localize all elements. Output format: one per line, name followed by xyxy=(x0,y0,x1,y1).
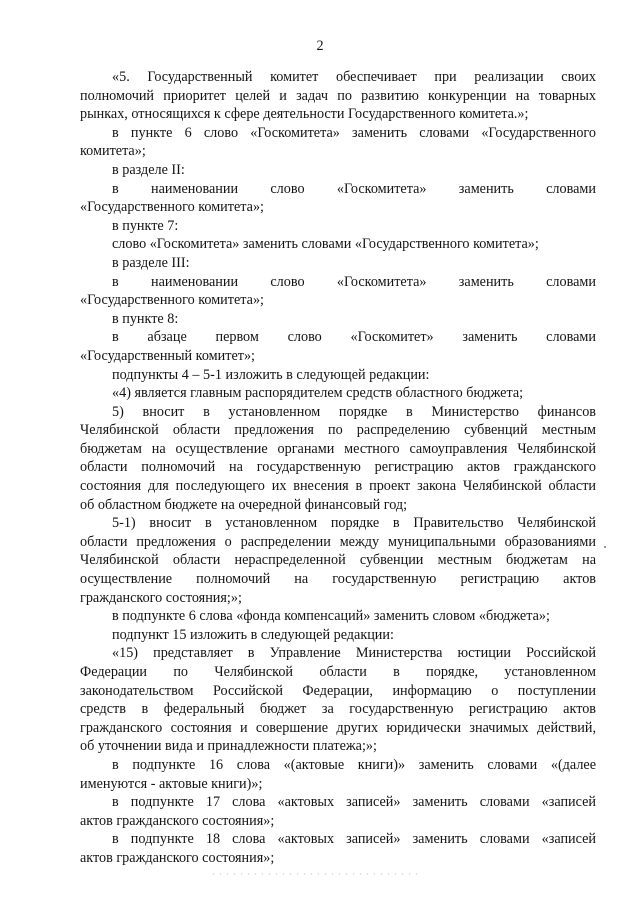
paragraph-line: «4) является главным распорядителем средств областного бюджета; xyxy=(112,385,524,402)
paragraph-line: подпункты 4 – 5-1 изложить в следующей редакции: xyxy=(112,366,430,383)
paragraph-line: в пункте 7: xyxy=(112,217,179,234)
paragraph xyxy=(80,198,596,217)
paragraph-line: в абзаце первом слово «Госкомитет» заменить словами xyxy=(112,329,596,346)
paragraph-line: гражданского состояния и совершение других юридически значимых действий, xyxy=(80,719,596,736)
paragraph xyxy=(80,347,596,366)
paragraph xyxy=(80,124,596,161)
scan-artifact-dot xyxy=(604,546,606,548)
paragraph xyxy=(80,68,596,124)
paragraph-line: подпункт 15 изложить в следующей редакции: xyxy=(112,626,394,643)
paragraph-line: области предложения о распределении между муниципальными образованиями xyxy=(80,533,596,550)
paragraph xyxy=(80,384,596,403)
paragraph-line: «Государственного комитета»; xyxy=(80,292,264,309)
paragraph-line: комитета»; xyxy=(80,143,146,160)
paragraph xyxy=(80,254,596,273)
paragraph xyxy=(80,291,596,310)
paragraph-line: «5. Государственный комитет обеспечивает при реализации своих xyxy=(112,69,596,85)
paragraph-line: слово «Госкомитета» заменить словами «Государственного комитета»; xyxy=(112,236,539,253)
paragraph-line: 5) вносит в установленном порядке в Министерство финансов xyxy=(112,403,596,420)
paragraph-line: гражданского состояния;»; xyxy=(80,589,242,606)
paragraph-line: области полномочий на государственную регистрацию актов гражданского xyxy=(80,459,596,476)
paragraph-line: «15) представляет в Управление Министерства юстиции Российской xyxy=(112,645,596,662)
scan-artifact-footer xyxy=(210,872,420,876)
paragraph-line: в наименовании слово «Госкомитета» заменить словами xyxy=(112,273,596,290)
paragraph xyxy=(80,626,596,645)
paragraph xyxy=(80,328,596,347)
paragraph-line: в пункте 6 слово «Госкомитета» заменить словами «Государственного xyxy=(112,124,596,141)
paragraph xyxy=(80,793,596,830)
paragraph-line: в подпункте 18 слова «актовых записей» заменить словами «записей xyxy=(112,831,596,848)
document-body xyxy=(80,68,596,868)
paragraph-line: осуществление полномочий на государственную регистрацию актов xyxy=(80,571,596,588)
paragraph-line: в пункте 8: xyxy=(112,310,179,327)
page-number: 2 xyxy=(316,38,324,54)
paragraph xyxy=(80,756,596,793)
paragraph-line: Челябинской области нераспределенной субвенции местным бюджетам на xyxy=(80,552,596,569)
paragraph-line: полномочий приоритет целей и задач по развитию конкуренции на товарных xyxy=(80,87,596,104)
paragraph-line: средств в федеральный бюджет за государственную регистрацию актов xyxy=(80,701,596,718)
paragraph xyxy=(80,217,596,236)
paragraph-line: актов гражданского состояния»; xyxy=(80,849,275,866)
paragraph xyxy=(80,514,596,607)
paragraph xyxy=(80,830,596,867)
paragraph-line: в подпункте 17 слова «актовых записей» заменить словами «записей xyxy=(112,794,596,811)
paragraph xyxy=(80,235,596,254)
paragraph-line: бюджетам на осуществление органами местного самоуправления Челябинской xyxy=(80,440,596,457)
paragraph-line: об областном бюджете на очередной финансовый год; xyxy=(80,496,408,513)
paragraph xyxy=(80,310,596,329)
paragraph-line: актов гражданского состояния»; xyxy=(80,812,275,829)
paragraph xyxy=(80,403,596,515)
paragraph-line: 5-1) вносит в установленном порядке в Правительство Челябинской xyxy=(112,515,596,532)
paragraph-line: в разделе III: xyxy=(112,254,190,271)
paragraph-line: состояния для последующего их внесения в проект закона Челябинской области xyxy=(80,478,596,495)
paragraph-line: об уточнении вида и принадлежности платежа;»; xyxy=(80,738,377,755)
paragraph xyxy=(80,644,596,756)
paragraph-line: законодательством Российской Федерации, информацию о поступлении xyxy=(80,682,596,699)
paragraph xyxy=(80,161,596,180)
paragraph-line: в подпункте 16 слова «(актовые книги)» заменить словами «(далее xyxy=(112,756,596,773)
paragraph-line: в разделе II: xyxy=(112,161,185,178)
paragraph-line: «Государственного комитета»; xyxy=(80,199,264,216)
paragraph-line: рынках, относящихся к сфере деятельности Государственного комитета.»; xyxy=(80,106,529,123)
paragraph-line: именуются - актовые книги)»; xyxy=(80,775,263,792)
paragraph xyxy=(80,180,596,199)
paragraph-line: в подпункте 6 слова «фонда компенсаций» заменить словом «бюджета»; xyxy=(112,608,550,625)
paragraph-line: Челябинской области предложения по распределению субвенций местным xyxy=(80,422,596,439)
paragraph-line: «Государственный комитет»; xyxy=(80,347,255,364)
paragraph-line: в наименовании слово «Госкомитета» заменить словами xyxy=(112,180,596,197)
paragraph-line: Федерации по Челябинской области в порядке, установленном xyxy=(80,664,596,680)
paragraph xyxy=(80,366,596,385)
paragraph xyxy=(80,273,596,292)
paragraph xyxy=(80,607,596,626)
